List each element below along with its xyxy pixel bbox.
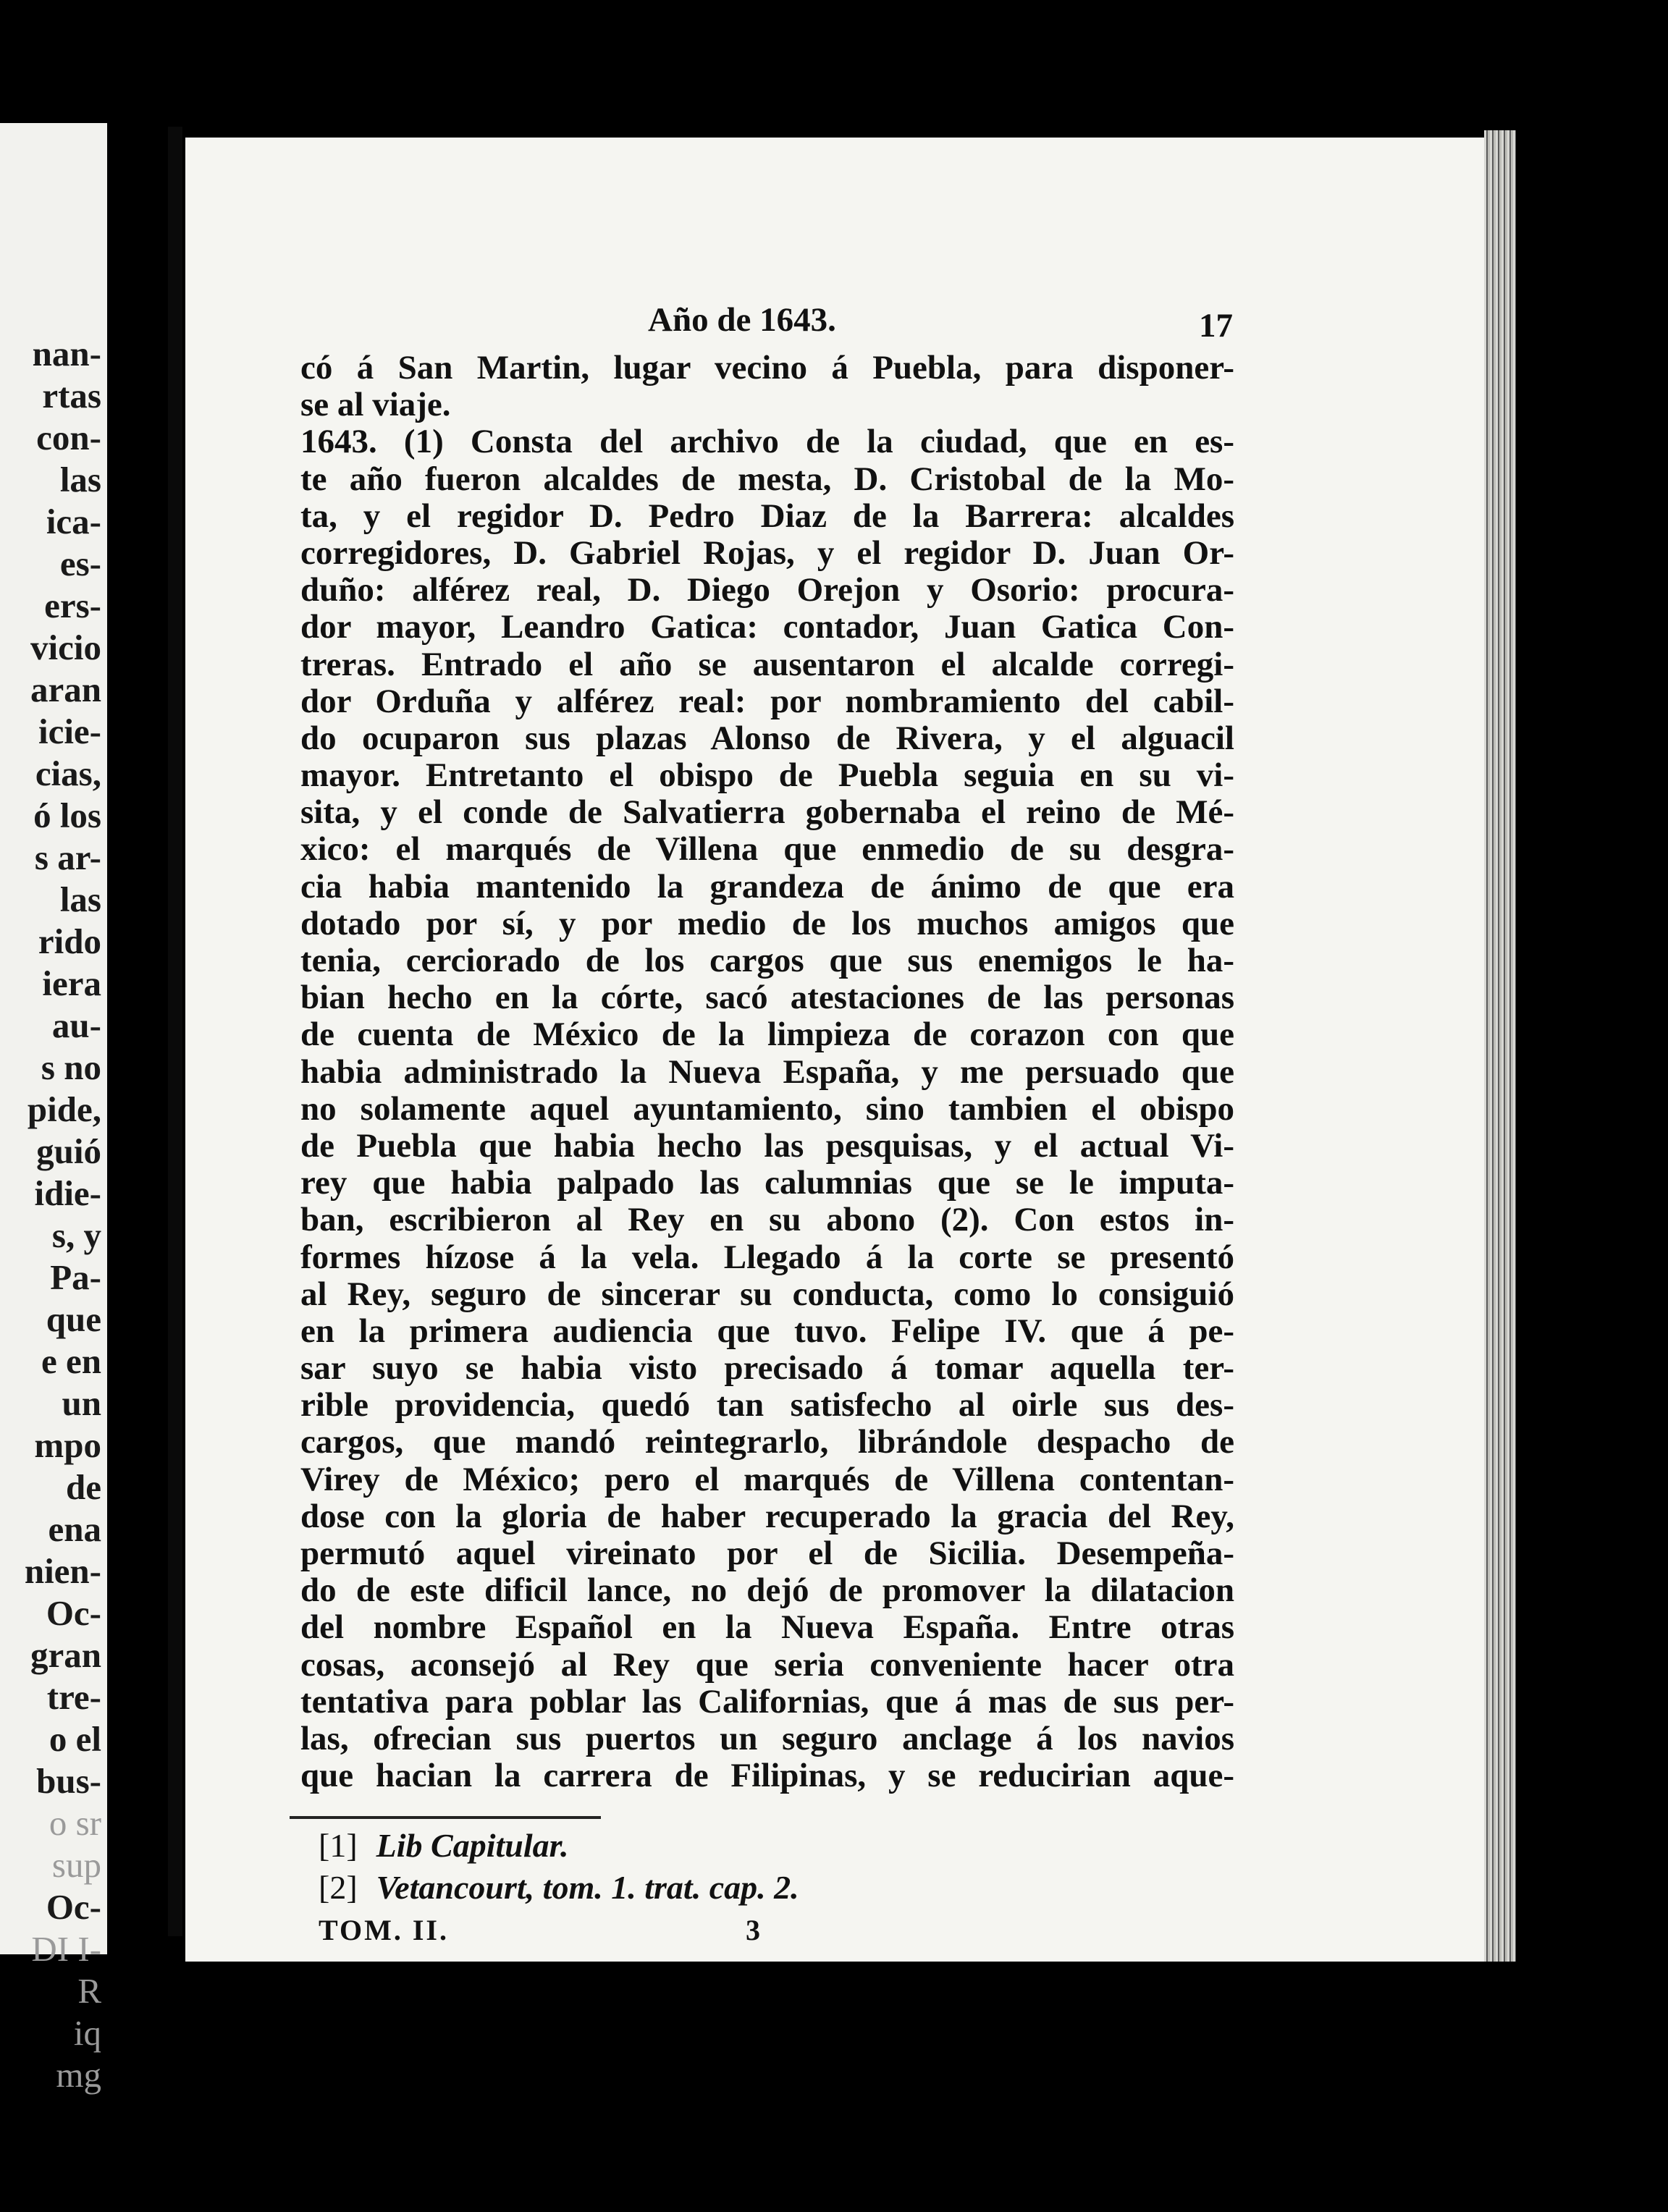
previous-page-fragment: ena: [48, 1509, 101, 1549]
previous-page-fragment: con-: [36, 418, 101, 457]
previous-page: [0, 123, 107, 2095]
footnote-mark: [1]: [319, 1827, 358, 1864]
signature-line: [319, 1913, 762, 1947]
text-line: tentativa para poblar las Californias, que á mas de sus per-: [300, 1682, 1234, 1721]
footnote: [319, 1825, 799, 1867]
previous-page-fragment: un: [62, 1383, 101, 1423]
book-gutter: [168, 127, 182, 1936]
previous-page-fragment: s ar-: [34, 837, 101, 877]
text-line: dotado por sí, y por medio de los muchos amigos que: [300, 904, 1234, 942]
previous-page-fragment: es-: [59, 544, 101, 583]
previous-page-fragment: ers-: [44, 586, 101, 625]
text-line: de Puebla que habia hecho las pesquisas, y el actual Vi-: [300, 1126, 1234, 1165]
previous-page-fragment: s, y: [51, 1215, 101, 1255]
text-line: cosas, aconsejó al Rey que seria conveniente hacer otra: [300, 1645, 1234, 1684]
previous-page-fragment: sup: [51, 1845, 101, 1885]
text-line: do ocuparon sus plazas Alonso de Rivera, y el alguacil: [300, 719, 1234, 757]
text-line: Virey de México; pero el marqués de Villena contentan-: [300, 1460, 1234, 1498]
text-line: sita, y el conde de Salvatierra gobernaba el reino de Mé-: [300, 793, 1234, 832]
previous-page-fragment: au-: [51, 1005, 101, 1045]
previous-page-fragment: cias,: [35, 753, 101, 793]
text-line: treras. Entrado el año se ausentaron el alcalde corregi-: [300, 645, 1234, 683]
previous-page-fragment: iq: [73, 2013, 101, 2053]
previous-page-fragment: que: [46, 1299, 101, 1339]
previous-page-fragment: ó los: [33, 795, 101, 835]
previous-page-fragment: icie-: [38, 712, 101, 751]
footnote-mark: [2]: [319, 1869, 358, 1906]
previous-page-fragment: DI I-: [31, 1929, 101, 1969]
previous-page-fragment: mg: [56, 2055, 101, 2095]
text-line: en la primera audiencia que tuvo. Felipe IV. que á pe-: [300, 1312, 1234, 1350]
previous-page-fragment: las: [59, 460, 101, 499]
previous-page-fragment: guió: [36, 1131, 101, 1171]
footnote-text: Vetancourt, tom. 1. trat. cap. 2.: [376, 1869, 799, 1906]
previous-page-fragment: de: [66, 1467, 101, 1507]
text-line: cia habia mantenido la grandeza de ánimo de que era: [300, 867, 1234, 906]
footnote: [319, 1867, 799, 1909]
text-line: do de este dificil lance, no dejó de promover la dilatacion: [300, 1571, 1234, 1610]
text-line: las, ofrecian sus puertos un seguro anclage á los navios: [300, 1719, 1234, 1757]
previous-page-fragment: bus-: [36, 1761, 101, 1801]
sheet-signature: 3: [745, 1914, 762, 1946]
previous-page-fragment: idie-: [34, 1173, 101, 1213]
text-line: no solamente aquel ayuntamiento, sino tambien el obispo: [300, 1089, 1234, 1128]
previous-page-fragment: Oc-: [46, 1887, 101, 1927]
previous-page-fragment: tre-: [46, 1677, 101, 1717]
previous-page-fragment: rido: [38, 921, 101, 961]
footnotes: [319, 1825, 799, 1909]
text-line: de cuenta de México de la limpieza de corazon con que: [300, 1016, 1234, 1054]
previous-page-fragment: vicio: [30, 628, 101, 667]
text-line: tenia, cerciorado de los cargos que sus enemigos le ha-: [300, 942, 1234, 979]
text-line: corregidores, D. Gabriel Rojas, y el regidor D. Juan Or-: [300, 533, 1234, 572]
previous-page-fragments: [25, 333, 101, 2096]
previous-page-fragment: pide,: [27, 1089, 101, 1129]
text-line: có á San Martin, lugar vecino á Puebla, para disponer-: [300, 349, 1234, 387]
text-line: que hacian la carrera de Filipinas, y se reducirian aque-: [300, 1757, 1234, 1795]
previous-page-fragment: rtas: [42, 376, 101, 415]
text-line: xico: el marqués de Villena que enmedio de su desgra-: [300, 830, 1234, 869]
text-line: sar suyo se habia visto precisado á tomar aquella ter-: [300, 1349, 1234, 1388]
previous-page-fragment: nan-: [32, 334, 101, 373]
text-line: ban, escribieron al Rey en su abono (2). Con estos in-: [300, 1201, 1234, 1239]
text-line: bian hecho en la córte, sacó atestaciones de las personas: [300, 979, 1234, 1017]
main-text-block: [300, 300, 1234, 1794]
text-line: formes hízose á la vela. Llegado á la corte se presentó: [300, 1238, 1234, 1276]
page-number: 17: [1199, 307, 1233, 345]
previous-page-fragment: iera: [42, 963, 101, 1003]
previous-page-fragment: R: [77, 1971, 101, 2011]
text-line: rey que habia palpado las calumnias que se le imputa-: [300, 1164, 1234, 1202]
body-text: [300, 350, 1234, 1794]
previous-page-fragment: ica-: [46, 502, 101, 541]
previous-page-fragment: Pa-: [50, 1257, 101, 1297]
text-line: permutó aquel vireinato por el de Sicilia. Desempeña-: [300, 1535, 1234, 1572]
previous-page-fragment: o sr: [49, 1803, 101, 1843]
text-line: del nombre Español en la Nueva España. Entre otras: [300, 1608, 1234, 1647]
volume-mark: TOM. II.: [319, 1914, 449, 1946]
text-line: ta, y el regidor D. Pedro Diaz de la Barrera: alcaldes: [300, 497, 1234, 535]
text-line: se al viaje.: [300, 386, 451, 424]
previous-page-fragment: s no: [41, 1047, 101, 1087]
running-header: [300, 300, 1234, 350]
previous-page-fragment: aran: [30, 670, 101, 709]
text-line: rible providencia, quedó tan satisfecho al oirle sus des-: [300, 1386, 1234, 1424]
text-line: 1643. (1) Consta del archivo de la ciudad, que en es-: [300, 423, 1234, 461]
footnote-text: Lib Capitular.: [376, 1827, 569, 1864]
text-line: duño: alférez real, D. Diego Orejon y Osorio: procura-: [300, 571, 1234, 609]
text-line: mayor. Entretanto el obispo de Puebla seguia en su vi-: [300, 756, 1234, 795]
previous-page-fragment: las: [59, 879, 101, 919]
previous-page-fragment: mpo: [34, 1425, 101, 1465]
previous-page-fragment: gran: [30, 1635, 101, 1675]
text-line: al Rey, seguro de sincerar su conducta, como lo consiguió: [300, 1275, 1234, 1313]
page-edges: [1484, 130, 1516, 1962]
running-title: Año de 1643.: [648, 301, 836, 339]
previous-page-fragment: o el: [49, 1719, 101, 1759]
text-line: dor Orduña y alférez real: por nombramiento del cabil-: [300, 682, 1234, 720]
text-line: cargos, que mandó reintegrarlo, librándole despacho de: [300, 1423, 1234, 1461]
previous-page-fragment: e en: [41, 1341, 101, 1381]
previous-page-fragment: nien-: [24, 1551, 101, 1591]
text-line: te año fueron alcaldes de mesta, D. Cristobal de la Mo-: [300, 460, 1234, 498]
text-line: habia administrado la Nueva España, y me persuado que: [300, 1052, 1234, 1091]
previous-page-fragment: Oc-: [46, 1593, 101, 1633]
footnote-rule: [290, 1816, 601, 1819]
text-line: dor mayor, Leandro Gatica: contador, Juan Gatica Con-: [300, 608, 1234, 646]
text-line: dose con la gloria de haber recuperado la gracia del Rey,: [300, 1497, 1234, 1535]
